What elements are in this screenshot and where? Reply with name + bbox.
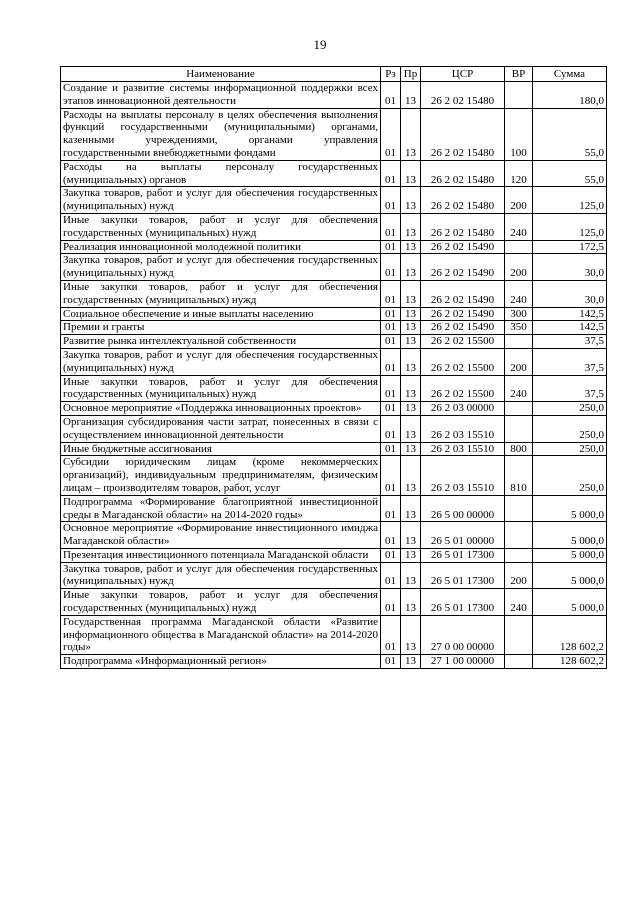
cell-rz: 01 <box>381 307 401 321</box>
cell-csr: 26 5 01 17300 <box>421 562 505 589</box>
table-row <box>61 280 607 307</box>
cell-rz: 01 <box>381 240 401 254</box>
cell-vr <box>505 615 533 654</box>
cell-pr: 13 <box>401 307 421 321</box>
cell-pr: 13 <box>401 280 421 307</box>
cell-rz: 01 <box>381 280 401 307</box>
cell-pr: 13 <box>401 615 421 654</box>
cell-pr: 13 <box>401 402 421 416</box>
cell-rz: 01 <box>381 495 401 522</box>
table-row <box>61 522 607 549</box>
budget-table <box>60 66 607 669</box>
table-body <box>61 82 607 669</box>
table-row <box>61 495 607 522</box>
cell-pr: 13 <box>401 348 421 375</box>
cell-vr: 200 <box>505 187 533 214</box>
cell-sum: 142,5 <box>533 307 607 321</box>
cell-csr: 26 2 02 15490 <box>421 307 505 321</box>
cell-name: Иные закупки товаров, работ и услуг для обеспечения государственных (муниципальных) нужд <box>61 280 381 307</box>
cell-csr: 26 2 02 15500 <box>421 375 505 402</box>
cell-name: Закупка товаров, работ и услуг для обеспечения государственных (муниципальных) нужд <box>61 562 381 589</box>
cell-csr: 26 2 02 15490 <box>421 240 505 254</box>
cell-vr <box>505 402 533 416</box>
cell-csr: 26 2 02 15480 <box>421 213 505 240</box>
cell-rz: 01 <box>381 562 401 589</box>
cell-csr: 26 5 00 00000 <box>421 495 505 522</box>
cell-pr: 13 <box>401 82 421 109</box>
cell-pr: 13 <box>401 495 421 522</box>
cell-vr: 200 <box>505 254 533 281</box>
cell-csr: 26 2 02 15480 <box>421 82 505 109</box>
cell-csr: 26 5 01 00000 <box>421 522 505 549</box>
table-header <box>61 67 607 82</box>
cell-csr: 26 2 03 15510 <box>421 456 505 495</box>
cell-rz: 01 <box>381 254 401 281</box>
cell-sum: 55,0 <box>533 160 607 187</box>
cell-name: Премии и гранты <box>61 321 381 335</box>
cell-rz: 01 <box>381 615 401 654</box>
column-header-sum: Сумма <box>533 67 607 82</box>
cell-pr: 13 <box>401 548 421 562</box>
cell-rz: 01 <box>381 442 401 456</box>
cell-vr: 120 <box>505 160 533 187</box>
cell-name: Развитие рынка интеллектуальной собственности <box>61 335 381 349</box>
cell-vr: 240 <box>505 280 533 307</box>
cell-rz: 01 <box>381 335 401 349</box>
cell-sum: 5 000,0 <box>533 548 607 562</box>
cell-sum: 37,5 <box>533 348 607 375</box>
cell-csr: 26 2 02 15490 <box>421 254 505 281</box>
cell-sum: 250,0 <box>533 442 607 456</box>
cell-sum: 5 000,0 <box>533 495 607 522</box>
cell-name: Иные бюджетные ассигнования <box>61 442 381 456</box>
cell-name: Закупка товаров, работ и услуг для обеспечения государственных (муниципальных) нужд <box>61 254 381 281</box>
column-header-pr: Пр <box>401 67 421 82</box>
cell-name: Государственная программа Магаданской области «Развитие информационного общества в Магаданской области» на 2014-2020 годы» <box>61 615 381 654</box>
table-row <box>61 402 607 416</box>
cell-name: Закупка товаров, работ и услуг для обеспечения государственных (муниципальных) нужд <box>61 187 381 214</box>
cell-vr: 240 <box>505 213 533 240</box>
table-row <box>61 442 607 456</box>
cell-pr: 13 <box>401 442 421 456</box>
cell-pr: 13 <box>401 321 421 335</box>
cell-pr: 13 <box>401 160 421 187</box>
cell-sum: 5 000,0 <box>533 522 607 549</box>
cell-sum: 37,5 <box>533 335 607 349</box>
cell-sum: 5 000,0 <box>533 589 607 616</box>
table-row <box>61 655 607 669</box>
cell-sum: 125,0 <box>533 213 607 240</box>
cell-csr: 26 2 03 15510 <box>421 415 505 442</box>
cell-rz: 01 <box>381 213 401 240</box>
cell-name: Создание и развитие системы информационной поддержки всех этапов инновационной деятельности <box>61 82 381 109</box>
cell-name: Основное мероприятие «Поддержка инновационных проектов» <box>61 402 381 416</box>
cell-csr: 27 1 00 00000 <box>421 655 505 669</box>
cell-name: Организация субсидирования части затрат, понесенных в связи с осуществлением инновационной деятельности <box>61 415 381 442</box>
cell-sum: 125,0 <box>533 187 607 214</box>
cell-vr: 240 <box>505 589 533 616</box>
cell-sum: 55,0 <box>533 108 607 160</box>
cell-sum: 37,5 <box>533 375 607 402</box>
table-row <box>61 321 607 335</box>
cell-vr: 100 <box>505 108 533 160</box>
cell-name: Социальное обеспечение и иные выплаты населению <box>61 307 381 321</box>
table-row <box>61 548 607 562</box>
cell-name: Реализация инновационной молодежной политики <box>61 240 381 254</box>
table-row <box>61 213 607 240</box>
table-row <box>61 615 607 654</box>
cell-rz: 01 <box>381 589 401 616</box>
cell-pr: 13 <box>401 240 421 254</box>
cell-csr: 26 5 01 17300 <box>421 589 505 616</box>
cell-csr: 26 2 03 00000 <box>421 402 505 416</box>
cell-vr <box>505 415 533 442</box>
cell-sum: 180,0 <box>533 82 607 109</box>
table-row <box>61 589 607 616</box>
cell-pr: 13 <box>401 415 421 442</box>
cell-csr: 26 2 02 15490 <box>421 321 505 335</box>
cell-rz: 01 <box>381 522 401 549</box>
cell-rz: 01 <box>381 375 401 402</box>
cell-vr: 350 <box>505 321 533 335</box>
page-number: 19 <box>313 37 327 52</box>
cell-name: Закупка товаров, работ и услуг для обеспечения государственных (муниципальных) нужд <box>61 348 381 375</box>
cell-name: Расходы на выплаты персоналу государственных (муниципальных) органов <box>61 160 381 187</box>
cell-rz: 01 <box>381 415 401 442</box>
cell-name: Иные закупки товаров, работ и услуг для обеспечения государственных (муниципальных) нужд <box>61 375 381 402</box>
cell-vr: 800 <box>505 442 533 456</box>
cell-vr <box>505 548 533 562</box>
cell-name: Иные закупки товаров, работ и услуг для обеспечения государственных (муниципальных) нужд <box>61 589 381 616</box>
table-row <box>61 307 607 321</box>
column-header-vr: ВР <box>505 67 533 82</box>
cell-rz: 01 <box>381 348 401 375</box>
table-row <box>61 456 607 495</box>
cell-vr: 300 <box>505 307 533 321</box>
cell-rz: 01 <box>381 160 401 187</box>
cell-pr: 13 <box>401 335 421 349</box>
column-header-csr: ЦСР <box>421 67 505 82</box>
cell-name: Подпрограмма «Формирование благоприятной инвестиционной среды в Магаданской области» на 2014-2020 годы» <box>61 495 381 522</box>
cell-sum: 30,0 <box>533 254 607 281</box>
cell-name: Субсидии юридическим лицам (кроме некоммерческих организаций), индивидуальным предпринимателям, физическим лицам – производителям товаров, работ, услуг <box>61 456 381 495</box>
cell-csr: 26 2 02 15480 <box>421 108 505 160</box>
cell-sum: 5 000,0 <box>533 562 607 589</box>
cell-sum: 128 602,2 <box>533 615 607 654</box>
cell-vr <box>505 335 533 349</box>
cell-rz: 01 <box>381 456 401 495</box>
cell-rz: 01 <box>381 108 401 160</box>
cell-name: Расходы на выплаты персоналу в целях обеспечения выполнения функций государственными (муниципальными) органами, казенными учреждениями, органами управления государственными внебюджетными фондами <box>61 108 381 160</box>
cell-pr: 13 <box>401 213 421 240</box>
cell-sum: 128 602,2 <box>533 655 607 669</box>
cell-pr: 13 <box>401 456 421 495</box>
cell-csr: 26 2 02 15500 <box>421 348 505 375</box>
cell-sum: 172,5 <box>533 240 607 254</box>
table-row <box>61 415 607 442</box>
cell-csr: 26 2 02 15480 <box>421 160 505 187</box>
cell-sum: 30,0 <box>533 280 607 307</box>
table-row <box>61 187 607 214</box>
cell-pr: 13 <box>401 108 421 160</box>
cell-pr: 13 <box>401 522 421 549</box>
cell-rz: 01 <box>381 321 401 335</box>
cell-pr: 13 <box>401 254 421 281</box>
cell-vr <box>505 522 533 549</box>
cell-name: Презентация инвестиционного потенциала Магаданской области <box>61 548 381 562</box>
cell-vr <box>505 240 533 254</box>
table-row <box>61 240 607 254</box>
cell-name: Основное мероприятие «Формирование инвестиционного имиджа Магаданской области» <box>61 522 381 549</box>
cell-rz: 01 <box>381 187 401 214</box>
cell-csr: 26 2 02 15490 <box>421 280 505 307</box>
cell-vr: 200 <box>505 562 533 589</box>
cell-csr: 26 2 02 15500 <box>421 335 505 349</box>
cell-name: Подпрограмма «Информационный регион» <box>61 655 381 669</box>
cell-rz: 01 <box>381 82 401 109</box>
cell-vr <box>505 655 533 669</box>
cell-vr: 200 <box>505 348 533 375</box>
table-row <box>61 562 607 589</box>
cell-sum: 250,0 <box>533 456 607 495</box>
column-header-rz: Рз <box>381 67 401 82</box>
table-row <box>61 160 607 187</box>
cell-vr <box>505 82 533 109</box>
table-row <box>61 254 607 281</box>
cell-rz: 01 <box>381 655 401 669</box>
cell-pr: 13 <box>401 375 421 402</box>
table-row <box>61 108 607 160</box>
table-row <box>61 82 607 109</box>
cell-pr: 13 <box>401 589 421 616</box>
header-row <box>61 67 607 82</box>
cell-name: Иные закупки товаров, работ и услуг для обеспечения государственных (муниципальных) нужд <box>61 213 381 240</box>
cell-pr: 13 <box>401 187 421 214</box>
cell-sum: 250,0 <box>533 402 607 416</box>
table-row <box>61 348 607 375</box>
cell-rz: 01 <box>381 402 401 416</box>
table-row <box>61 375 607 402</box>
cell-pr: 13 <box>401 655 421 669</box>
cell-pr: 13 <box>401 562 421 589</box>
cell-vr: 810 <box>505 456 533 495</box>
cell-csr: 26 2 02 15480 <box>421 187 505 214</box>
cell-csr: 26 5 01 17300 <box>421 548 505 562</box>
cell-sum: 250,0 <box>533 415 607 442</box>
cell-csr: 27 0 00 00000 <box>421 615 505 654</box>
column-header-name: Наименование <box>61 67 381 82</box>
cell-rz: 01 <box>381 548 401 562</box>
table-row <box>61 335 607 349</box>
cell-vr: 240 <box>505 375 533 402</box>
cell-csr: 26 2 03 15510 <box>421 442 505 456</box>
cell-vr <box>505 495 533 522</box>
cell-sum: 142,5 <box>533 321 607 335</box>
